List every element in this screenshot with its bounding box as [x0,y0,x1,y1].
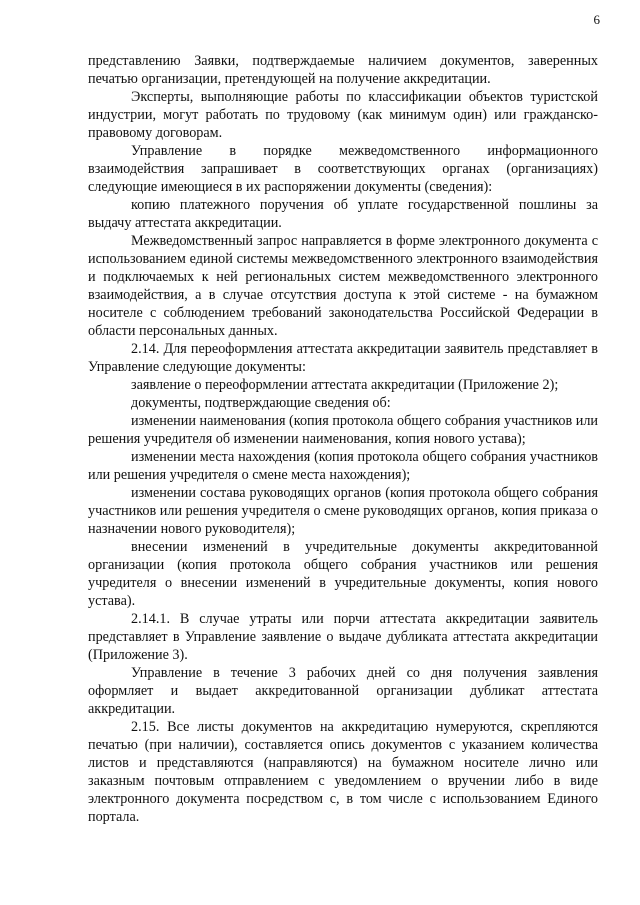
list-item: заявление о переоформлении аттестата аккредитации (Приложение 2); [131,377,559,393]
paragraph: Эксперты, выполняющие работы по классификации объектов туристской индустрии, могут работать по трудовому (как минимум один) или гражданско-правовому договорам. [88,89,598,141]
list-item: документы, подтверждающие сведения об: [131,395,391,411]
paragraph: Управление в течение 3 рабочих дней со дня получения заявления оформляет и выдает аккредитованной организации дубликат аттестата аккредитации. [88,665,598,717]
section-2-15: 2.15. Все листы документов на аккредитацию нумеруются, скрепляются печатью (при наличии), составляется опись документов с указанием количества листов и представляются (направляются) на бумажном носителе лично или заказным почтовым отправлением с уведомлением о вручении либо в виде электронного документа посредством с, в том числе с использованием Единого портала. [88,719,598,825]
section-2-14: 2.14. Для переоформления аттестата аккредитации заявитель представляет в Управление следующие документы: [88,341,598,375]
paragraph: представлению Заявки, подтверждаемые наличием документов, заверенных печатью организации, претендующей на получение аккредитации. [88,53,598,87]
paragraph: Межведомственный запрос направляется в форме электронного документа с использованием единой системы межведомственного электронного взаимодействия и подключаемых к ней региональных систем межведомственного электронного взаимодействия, а в случае отсутствия доступа к этой системе - на бумажном носителе с соблюдением требований законодательства Российской Федерации в области персональных данных. [88,233,598,339]
paragraph: копию платежного поручения об уплате государственной пошлины за выдачу аттестата аккредитации. [88,197,598,231]
paragraph: Управление в порядке межведомственного информационного взаимодействия запрашивает в соответствующих органах (организациях) следующие имеющиеся в их распоряжении документы (сведения): [88,143,598,195]
list-item: изменении состава руководящих органов (копия протокола общего собрания участников или решения учредителя о смене руководящих органов, копия приказа о назначении нового руководителя); [88,485,598,537]
document-body [88,52,598,826]
list-item: внесении изменений в учредительные документы аккредитованной организации (копия протокола общего собрания участников или решения учредителя о внесении изменений в учредительные документы, копия нового устава). [88,539,598,609]
page-number: 6 [593,12,600,27]
list-item: изменении наименования (копия протокола общего собрания участников или решения учредителя об изменении наименования, копия нового устава); [88,413,598,447]
section-2-14-1: 2.14.1. В случае утраты или порчи аттестата аккредитации заявитель представляет в Управление заявление о выдаче дубликата аттестата аккредитации (Приложение 3). [88,611,598,663]
list-item: изменении места нахождения (копия протокола общего собрания участников или решения учредителя о смене места нахождения); [88,449,598,483]
